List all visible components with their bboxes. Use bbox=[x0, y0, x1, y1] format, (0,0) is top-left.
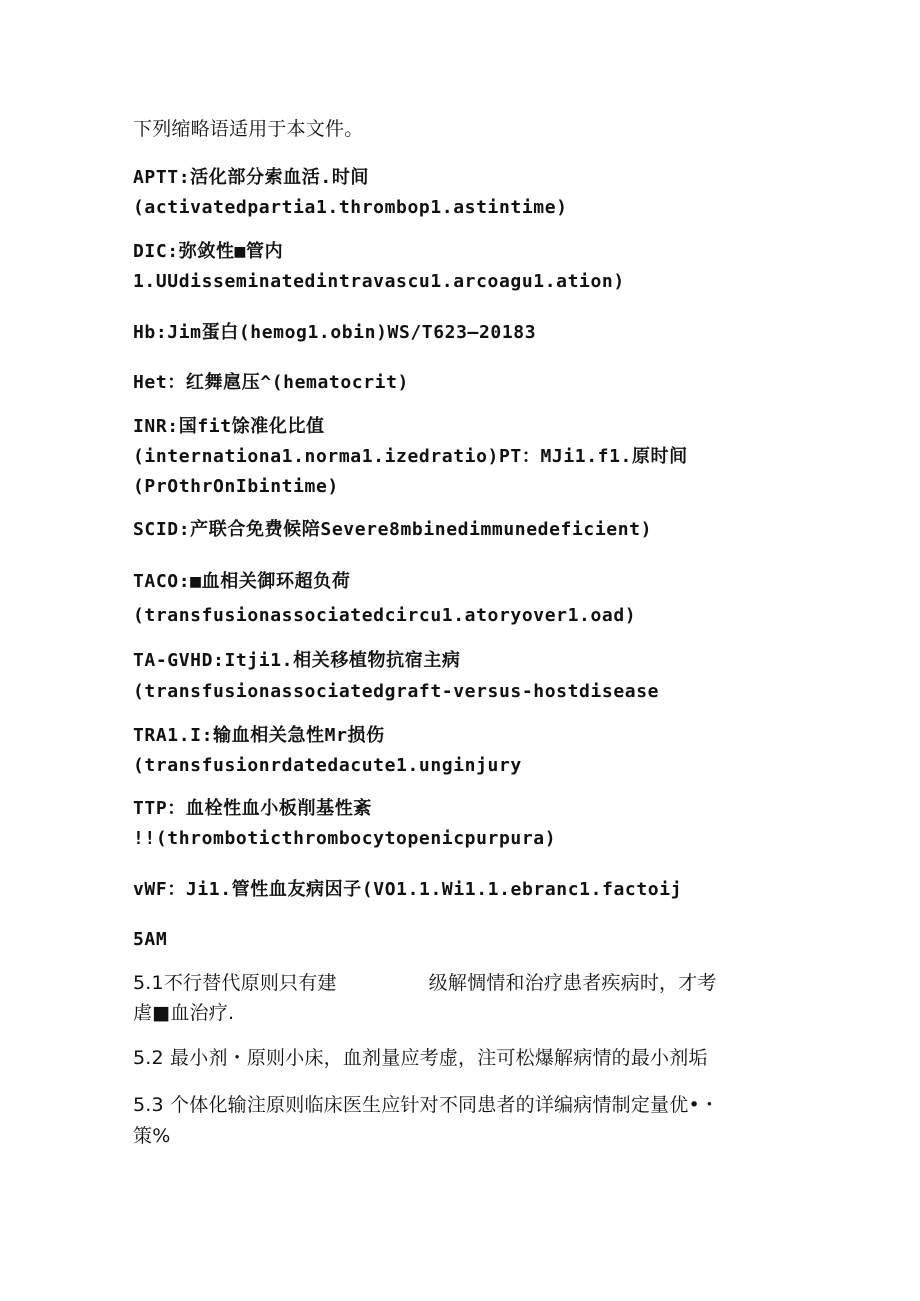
principle-5-1-continued: 虐■血治疗. bbox=[133, 1002, 235, 1024]
abbrev-aptt-definition: (activatedpartia1.thrombop1.astintime) bbox=[133, 197, 568, 218]
abbrev-dic-definition: 1.UUdisseminatedintravascu1.arcoagu1.ation) bbox=[133, 271, 625, 292]
abbrev-trali-term: TRA1.I:输血相关急性Mr损伤 bbox=[133, 725, 385, 746]
abbrev-inr-definition: (internationa1.norma1.izedratio)PT：MJi1.f1.原时间 bbox=[133, 446, 688, 467]
principle-5-1-part-b: 级解惆情和治疗患者疾病时，才考 bbox=[428, 972, 717, 994]
intro-text: 下列缩略语适用于本文件。 bbox=[133, 118, 364, 140]
abbrev-vwf: vWF：Ji1.管性血友病因子(VO1.1.Wi1.1.ebranc1.factoij bbox=[133, 879, 683, 900]
principle-5-1-part-a: 5.1不行替代原则只有建 bbox=[133, 972, 337, 994]
abbrev-ttp-term: TTP：血栓性血小板削基性紊 bbox=[133, 798, 372, 819]
abbrev-trali-definition: (transfusionrdatedacute1.unginjury bbox=[133, 755, 522, 776]
section-heading: 5AM bbox=[133, 929, 168, 950]
abbrev-dic-term: DIC:弥敛性■管内 bbox=[133, 241, 284, 262]
principle-5-3-continued: 策% bbox=[133, 1125, 171, 1147]
abbrev-hb: Hb:Jim蛋白(hemog1.obin)WS/T623—20183 bbox=[133, 322, 537, 343]
abbrev-hct: Het：红舞扈压^(hematocrit) bbox=[133, 372, 409, 393]
abbrev-pt-definition: (PrOthrOnIbintime) bbox=[133, 476, 339, 497]
abbrev-tagvhd-definition: (transfusionassociatedgraft-versus-hostdisease bbox=[133, 681, 660, 702]
abbrev-ttp-definition: !!(thromboticthrombocytopenicpurpura) bbox=[133, 828, 557, 849]
abbrev-scid: SCID:产联合免费候陪Severe8mbinedimmunedeficient) bbox=[133, 519, 653, 540]
abbrev-taco-definition: (transfusionassociatedcircu1.atoryover1.oad) bbox=[133, 605, 637, 626]
principle-5-3: 5.3 个体化输注原则临床医生应针对不同患者的详编病情制定量优•・ bbox=[133, 1094, 720, 1116]
principle-5-2: 5.2 最小剂・原则小床，血剂量应考虚，注可松爆解病情的最小剂垢 bbox=[133, 1047, 708, 1069]
abbrev-aptt-term: APTT:活化部分索血活.时间 bbox=[133, 167, 370, 188]
abbrev-tagvhd-term: TA-GVHD:Itji1.相关移植物抗宿主病 bbox=[133, 650, 461, 671]
abbrev-inr-term: INR:国fit馀准化比值 bbox=[133, 416, 325, 437]
abbrev-taco-term: TACO:■血相关御环超负荷 bbox=[133, 571, 351, 592]
principle-5-1 bbox=[133, 971, 717, 995]
